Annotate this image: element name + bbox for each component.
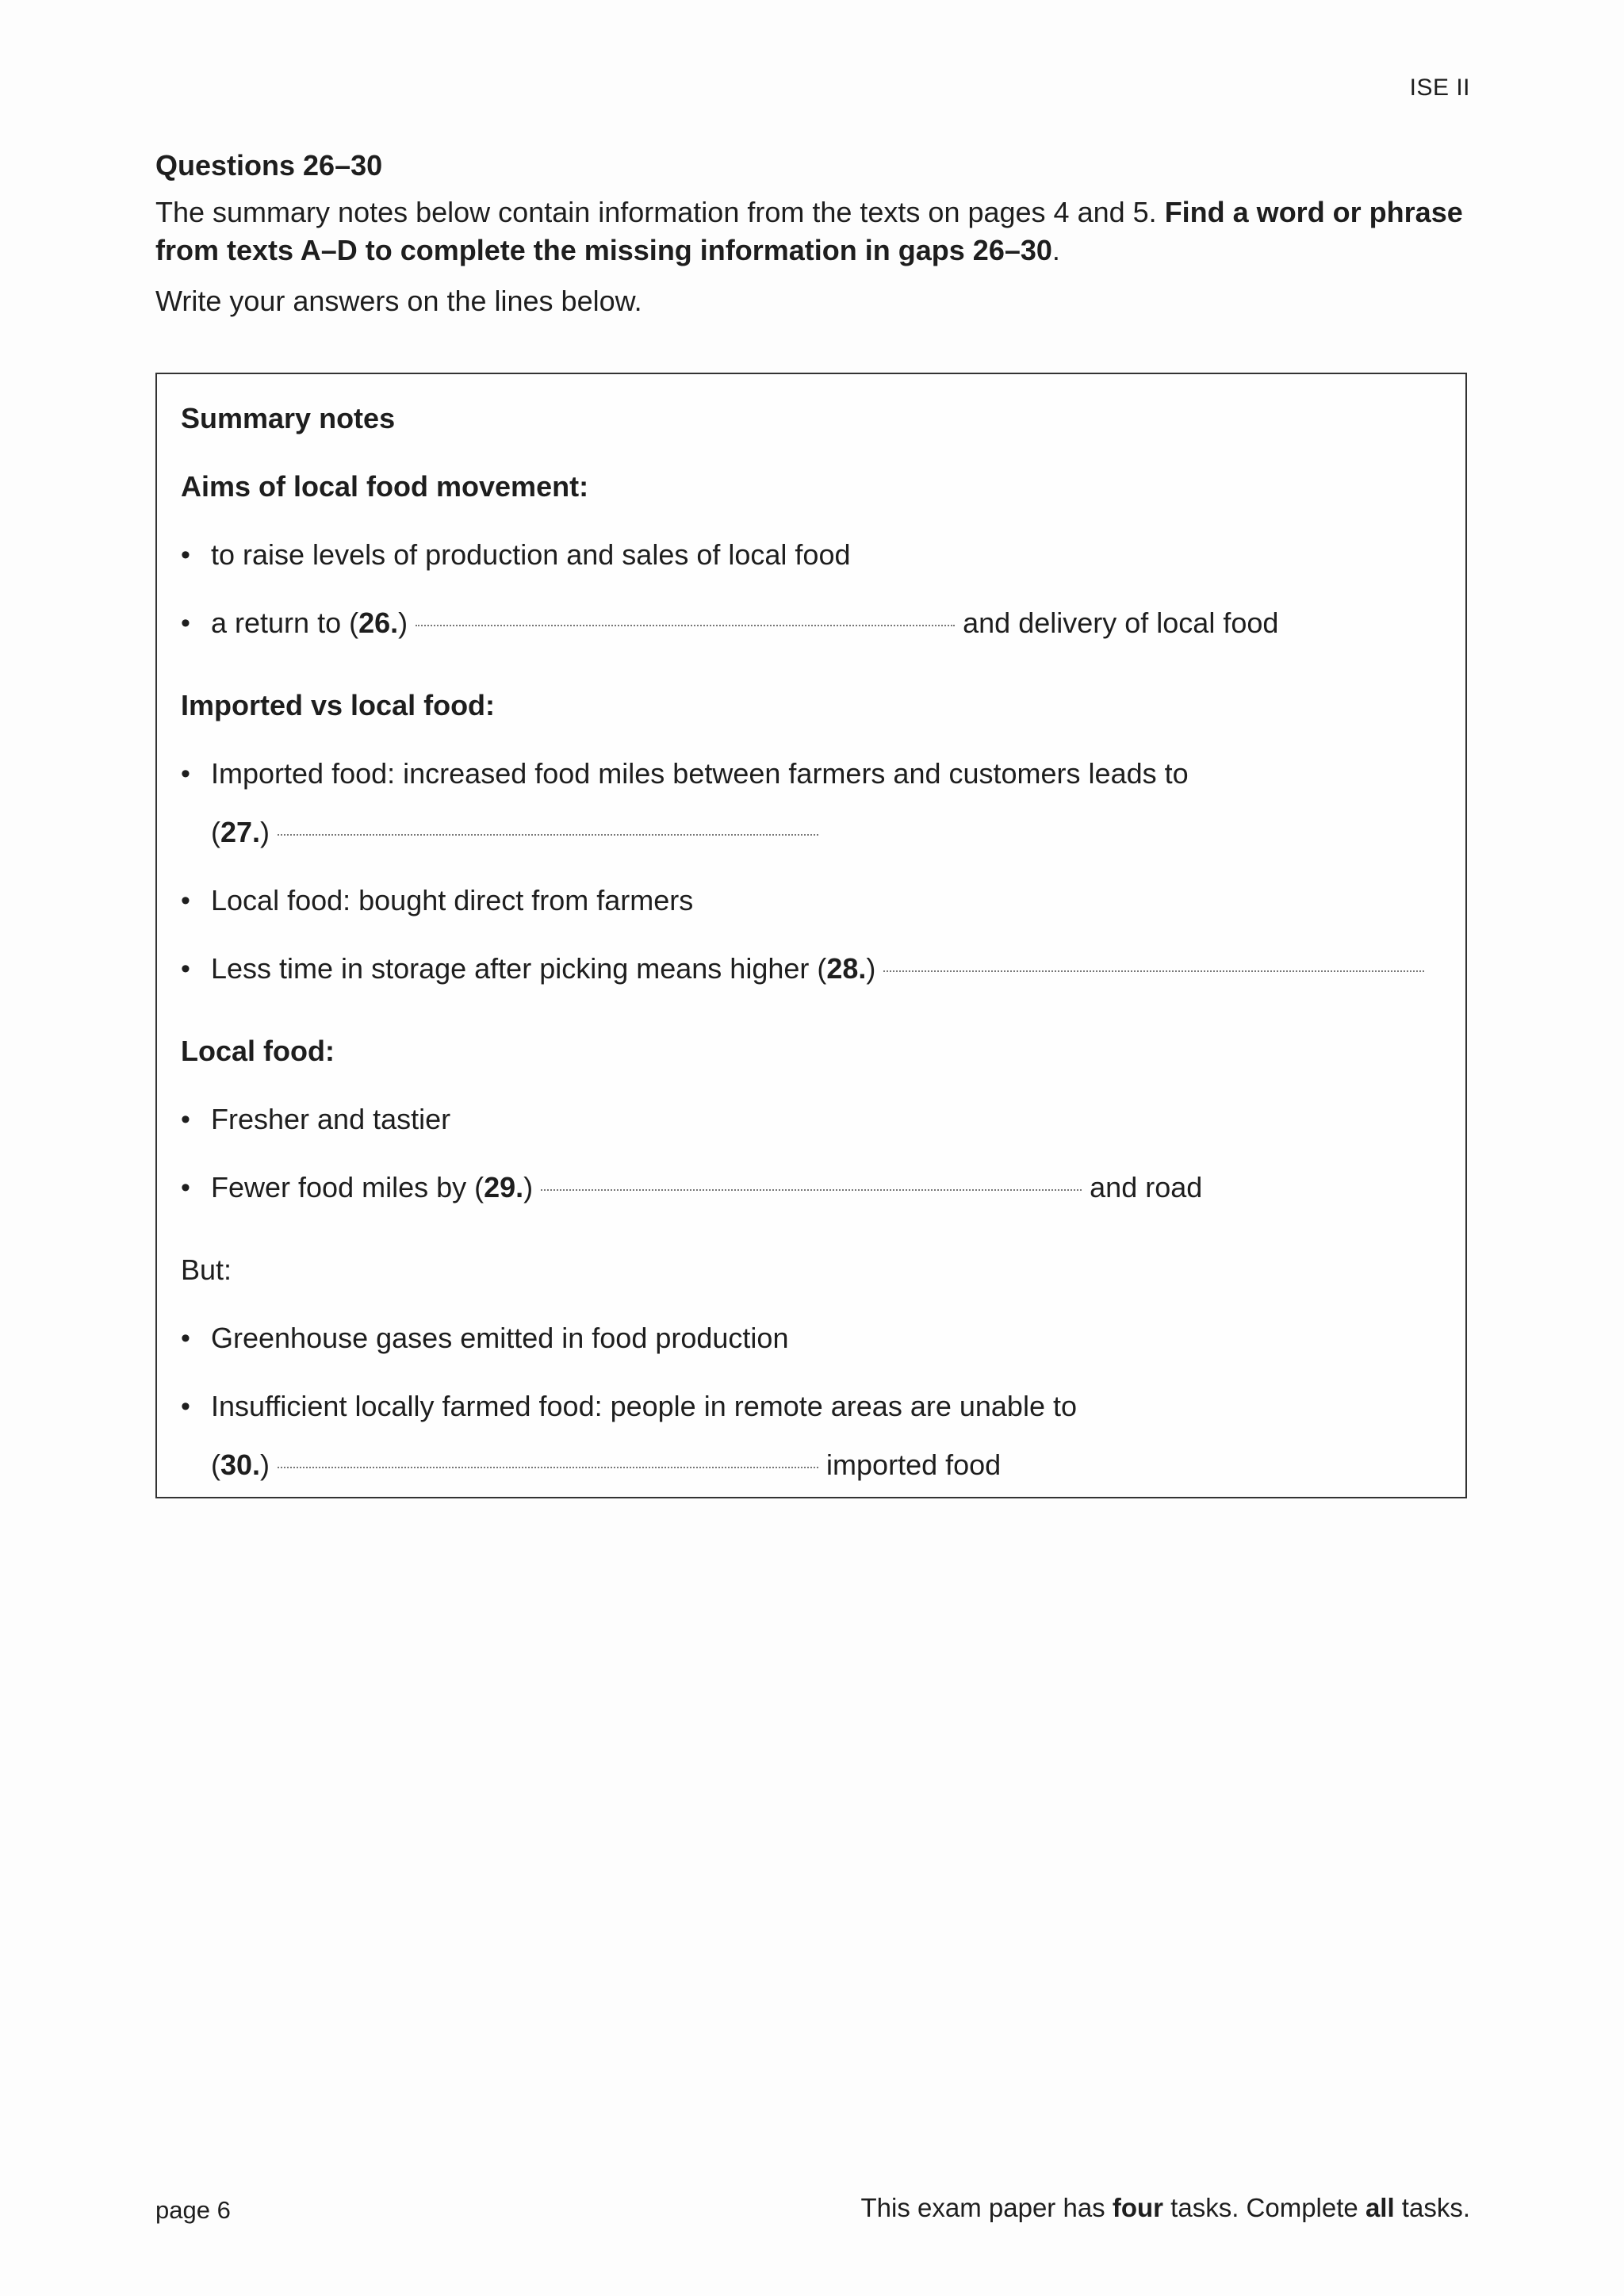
questions-instruction: Write your answers on the lines below. <box>155 285 642 317</box>
footer-note-d: all <box>1365 2193 1395 2222</box>
gap-30-close: ) <box>260 1448 270 1481</box>
bullet-imported-food: • Imported food: increased food miles between farmers and customers leads to <box>181 750 1442 798</box>
footer-note-b: four <box>1112 2193 1163 2222</box>
bullet-fresher: • Fresher and tastier <box>181 1096 1442 1143</box>
exam-level-label: ISE II <box>1409 75 1470 101</box>
bullet-raise-levels: • to raise levels of production and sales of local food <box>181 531 1442 579</box>
bullet-gap-29 <box>181 1164 1442 1211</box>
gap-29-post: and road <box>1090 1171 1203 1203</box>
gap-29-pre: Fewer food miles by ( <box>211 1171 485 1203</box>
bullet-greenhouse: • Greenhouse gases emitted in food production <box>181 1314 1442 1362</box>
gap-30-post: imported food <box>826 1448 1002 1481</box>
footer-note <box>861 2193 1470 2223</box>
gap-26-number: 26. <box>358 607 399 639</box>
gap-26-pre: a return to ( <box>211 607 359 639</box>
section-heading-but: But: <box>181 1253 232 1286</box>
questions-intro <box>155 193 1472 270</box>
summary-content <box>181 395 1442 1489</box>
gap-28-pre: Less time in storage after picking means higher ( <box>211 952 827 985</box>
summary-title: Summary notes <box>181 402 396 434</box>
page-number: page 6 <box>155 2196 231 2224</box>
questions-block <box>155 149 1472 320</box>
gap-26-post: and delivery of local food <box>963 607 1279 639</box>
gap-27-open: ( <box>211 816 220 848</box>
intro-bold: Find a word or phrase from texts A–D to complete the missing information in gaps 26–30 <box>155 196 1463 266</box>
section-heading-local: Local food: <box>181 1035 335 1067</box>
answer-line-27[interactable] <box>278 833 818 836</box>
answer-line-29[interactable] <box>541 1188 1082 1191</box>
bullet-gap-28 <box>181 945 1442 993</box>
gap-27-line <box>181 809 1442 856</box>
bullet-insufficient: • Insufficient locally farmed food: people in remote areas are unable to <box>181 1383 1442 1430</box>
summary-notes-box <box>155 373 1467 1498</box>
section-heading-aims: Aims of local food movement: <box>181 470 589 503</box>
bullet-local-direct: • Local food: bought direct from farmers <box>181 877 1442 924</box>
gap-26-close: ) <box>398 607 408 639</box>
bullet-gap-26 <box>181 599 1442 647</box>
gap-30-open: ( <box>211 1448 220 1481</box>
section-heading-imported: Imported vs local food: <box>181 689 496 721</box>
intro-end: . <box>1051 234 1060 266</box>
gap-28-close: ) <box>866 952 876 985</box>
gap-27-number: 27. <box>220 816 261 848</box>
gap-30-line <box>181 1441 1442 1489</box>
footer-note-a: This exam paper has <box>860 2193 1113 2222</box>
questions-title: Questions 26–30 <box>155 149 383 182</box>
gap-30-number: 30. <box>220 1448 261 1481</box>
footer-note-c: tasks. Complete <box>1163 2193 1365 2222</box>
gap-27-close: ) <box>260 816 270 848</box>
intro-plain: The summary notes below contain information from the texts on pages 4 and 5. <box>155 196 1165 228</box>
gap-29-number: 29. <box>484 1171 524 1203</box>
answer-line-28[interactable] <box>883 970 1424 972</box>
answer-line-30[interactable] <box>278 1466 818 1468</box>
gap-28-number: 28. <box>826 952 867 985</box>
answer-line-26[interactable] <box>416 624 955 626</box>
gap-29-close: ) <box>523 1171 534 1203</box>
footer-note-e: tasks. <box>1394 2193 1470 2222</box>
